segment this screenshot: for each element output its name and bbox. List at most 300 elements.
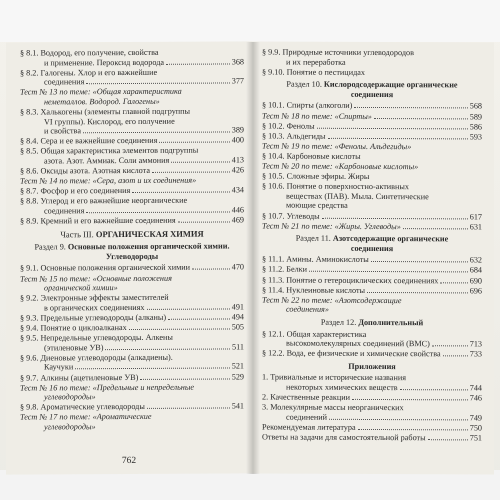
toc-entry-number: § 10.2. [262, 121, 285, 131]
toc-entry [262, 422, 482, 433]
toc-entry-number: § 8.9. [20, 216, 39, 226]
left-toc [20, 47, 244, 432]
toc-entry-number: Тест № 21 по теме: [262, 221, 333, 231]
dot-leader [147, 403, 230, 409]
background-bottom [0, 470, 500, 500]
toc-entry-title: углеводороды» [44, 392, 96, 402]
toc-entry-number: § 9.4. [20, 323, 39, 333]
toc-entry-title: Основные положения органической химии [40, 263, 191, 273]
toc-page-number: 744 [469, 383, 482, 393]
toc-entry-line [20, 96, 244, 107]
toc-entry-number: Тест № 14 по теме: [20, 176, 91, 186]
toc-entry-number: § 8.1. [20, 48, 39, 58]
toc-entry-title: «Общая характеристика [92, 87, 182, 97]
toc-entry [262, 432, 482, 443]
toc-entry-line [20, 77, 244, 88]
toc-entry-line [20, 312, 244, 323]
dot-leader [309, 266, 468, 273]
toc-entry-number: § 8.8. [20, 196, 39, 206]
toc-entry-title: и свойства [44, 126, 81, 136]
toc-entry [262, 349, 482, 360]
right-page [252, 41, 494, 474]
toc-entry [262, 67, 482, 78]
toc-entry [20, 312, 244, 323]
left-page [6, 41, 252, 474]
toc-entry-title: (этиленовые УВ) [44, 342, 104, 353]
toc-entry-line [262, 265, 482, 276]
toc-entry-line [20, 392, 244, 403]
toc-entry-title: Сера и ее важнейшие соединения [40, 136, 158, 146]
toc-entry-number: § 8.6. [20, 166, 39, 176]
toc-entry-number: § 9.6. [20, 353, 39, 363]
toc-entry-title: Молекулярные массы неорганических [270, 402, 404, 413]
section-prefix: Часть III. [60, 228, 94, 240]
toc-page-number: 631 [469, 222, 482, 232]
toc-entry [20, 352, 244, 372]
toc-entry-title: Ароматические углеводороды [40, 402, 145, 412]
dot-leader [440, 277, 467, 283]
toc-entry-number: § 12.2. [262, 348, 285, 358]
toc-entry-line [262, 349, 482, 360]
toc-entry-title: углеводороды» [44, 422, 96, 432]
toc-entry [20, 146, 244, 166]
toc-entry-line [262, 383, 482, 394]
toc-entry [20, 196, 244, 216]
dot-leader [152, 167, 230, 173]
toc-page-number: 368 [231, 56, 244, 67]
toc-entry-title: Амины. Аминокислоты [286, 254, 369, 265]
toc-page-number: 434 [231, 185, 244, 195]
toc-page-number: 568 [469, 101, 482, 111]
toc-test-entry [20, 273, 244, 293]
toc-page-number: 377 [231, 76, 244, 86]
toc-entry-title: Природные источники углеводородов [282, 47, 414, 58]
toc-entry-title: Каучуки [44, 362, 74, 372]
dot-leader [168, 314, 230, 320]
toc-entry-line [20, 322, 244, 333]
toc-test-entry [20, 382, 244, 402]
toc-entry-title: веществах (ПАВ). Мыла. Синтетические [286, 191, 429, 202]
toc-page-number: 494 [231, 312, 244, 322]
dot-leader [129, 324, 230, 330]
toc-page-number: 751 [469, 433, 482, 443]
dot-leader [159, 137, 229, 143]
toc-test-entry [20, 87, 244, 107]
toc-page-number: 586 [469, 122, 482, 132]
toc-entry-title: Общая характеристика [286, 329, 367, 339]
toc-entry [262, 329, 482, 349]
toc-entry [262, 121, 482, 132]
toc-page-number: 632 [469, 255, 482, 265]
toc-entry-title: «Азотсодержащие [334, 295, 402, 305]
toc-entry-title: моющие средства [286, 201, 348, 211]
toc-entry-title: «Фенолы. Альдегиды» [334, 141, 412, 152]
toc-entry-title: соединений [286, 412, 328, 422]
dot-leader [166, 58, 230, 64]
dot-leader [83, 127, 230, 134]
toc-entry-line [262, 275, 482, 286]
dot-leader [86, 78, 229, 85]
dot-leader [400, 384, 468, 390]
toc-page-number: 491 [231, 302, 244, 312]
toc-entry-line [262, 211, 482, 222]
toc-entry-number: § 8.4. [20, 136, 39, 146]
toc-entry-line [262, 101, 482, 112]
toc-page-number: 733 [469, 349, 482, 359]
toc-entry-line [20, 302, 244, 313]
toc-entry-line [20, 136, 244, 147]
background-top [0, 0, 500, 42]
toc-entry-line [262, 221, 482, 232]
toc-entry-line [262, 111, 482, 122]
toc-test-entry [262, 221, 482, 232]
toc-entry-title: высокомолекулярных соединений (ВМС) [286, 338, 430, 349]
toc-entry-title: Алкины (ацетиленовые УВ) [40, 372, 139, 382]
section-prefix: Раздел 10. [286, 79, 322, 90]
toc-entry-title: Общая характеристика элементов подгруппы [40, 146, 199, 156]
toc-entry-number: § 9.5. [20, 333, 39, 343]
toc-test-entry [20, 412, 244, 432]
toc-entry [262, 265, 482, 276]
toc-entry-line [262, 172, 482, 183]
toc-entry-number: Тест № 22 по теме: [262, 295, 333, 305]
toc-entry-title: соединения [44, 77, 85, 87]
toc-entry-line [262, 141, 482, 152]
toc-entry-title: Фосфор и его соединения [40, 186, 131, 196]
toc-page-number: 713 [469, 339, 482, 349]
toc-entry-number: § 9.2. [20, 293, 39, 303]
toc-entry-line [262, 121, 482, 132]
toc-entry-line [20, 263, 244, 274]
section-prefix: Раздел 11. [295, 233, 331, 244]
toc-entry-title: Диеновые углеводороды (алкадиены). [40, 352, 173, 363]
toc-entry-line [262, 201, 482, 212]
toc-entry-line [262, 339, 482, 350]
toc-entry-number: § 9.3. [20, 313, 39, 323]
toc-entry-title: Карбоновые кислоты [286, 151, 361, 161]
toc-entry-title: Углеводы [286, 211, 320, 221]
toc-page-number: 690 [469, 275, 482, 286]
section-subtitle: соединения [350, 89, 394, 99]
toc-entry-title: «Сера, азот и их соединения» [92, 175, 197, 186]
dot-leader [322, 212, 468, 219]
toc-entry-line [20, 155, 244, 166]
toc-entry-number: § 10.1. [262, 100, 285, 111]
toc-entry-line [262, 432, 482, 443]
toc-entry-title: Понятие о циклоалканах [40, 323, 127, 333]
toc-entry-title: неметаллов. Водород. Галогены» [44, 96, 160, 107]
section-subtitle: соединения [350, 243, 394, 253]
dot-leader [75, 363, 229, 370]
section-heading [20, 242, 244, 262]
toc-entry [20, 372, 244, 383]
toc-entry-number: § 10.6. [262, 181, 285, 191]
toc-page-number: 746 [469, 393, 482, 403]
toc-entry-title: Кремний и его важнейшие соединения [40, 215, 176, 226]
toc-entry-title: «Жиры. Углеводы» [334, 221, 401, 231]
section-heading [262, 317, 482, 328]
toc-entry-title: Фенолы [286, 121, 315, 131]
toc-entry [20, 67, 244, 87]
toc-entry-title: Нуклеиновые кислоты [286, 285, 366, 295]
toc-page-number: 541 [231, 401, 244, 411]
toc-entry-line [262, 151, 482, 162]
toc-entry-number: Тест № 19 по теме: [262, 141, 333, 151]
toc-entry-title: Электронные эффекты заместителей [40, 293, 169, 303]
appendix-heading: Приложения [348, 361, 396, 371]
toc-entry-line [20, 342, 244, 353]
dot-leader [443, 351, 468, 357]
toc-page-number: 389 [231, 125, 244, 135]
toc-entry-title: «Основные положения [92, 273, 172, 283]
toc-entry-title: некоторых химических веществ [286, 382, 398, 393]
dot-leader [352, 394, 468, 400]
dot-leader [367, 287, 468, 293]
section-title: Азотсодержащие органические [332, 234, 449, 244]
toc-entry-title: Сложные эфиры. Жиры [286, 171, 370, 182]
toc-entry-title: и их переработка [286, 57, 346, 67]
toc-entry-line [20, 126, 244, 137]
toc-entry-line [20, 205, 244, 216]
toc-entry [262, 172, 482, 183]
toc-test-entry [262, 162, 482, 173]
toc-page-number: 696 [469, 286, 482, 296]
toc-entry-title: Углерод и его важнейшие неорганические [40, 196, 188, 206]
toc-entry [262, 101, 482, 112]
toc-entry-number: Тест № 16 по теме: [20, 382, 91, 393]
book-spine [246, 42, 260, 474]
toc-entry [262, 275, 482, 286]
toc-entry-title: «Карбоновые кислоты» [334, 161, 419, 172]
dot-leader [358, 424, 468, 430]
toc-entry-number: § 11.4. [262, 285, 285, 295]
toc-entry [262, 182, 482, 212]
toc-page-number: 529 [231, 371, 244, 381]
toc-test-entry [262, 295, 482, 315]
toc-entry-line [20, 215, 244, 226]
toc-entry-number: 2. [262, 392, 269, 402]
toc-entry-title: VI группы). Кислород, его получение [44, 116, 175, 127]
toc-entry-number: § 11.3. [262, 275, 285, 285]
toc-page-number: 400 [231, 135, 244, 145]
toc-entry-title: Понятие о пестицидах [286, 67, 365, 77]
toc-entry-title: Водород, его получение, свойства [40, 47, 159, 58]
toc-page-number: 593 [469, 132, 482, 142]
toc-entry-line [20, 176, 244, 187]
toc-entry-line [262, 67, 482, 78]
toc-test-entry [262, 141, 482, 152]
toc-entry [262, 255, 482, 266]
toc-entry-line [20, 421, 244, 432]
toc-entry [20, 322, 244, 333]
section-title: Кислородсодержащие органические [323, 80, 458, 90]
toc-entry-title: «Ароматические [92, 412, 152, 422]
section-title: Основные положения органической химии. [67, 241, 230, 252]
toc-entry-title: Рекомендуемая литература [262, 422, 356, 432]
toc-entry-line [262, 162, 482, 173]
dot-leader [171, 157, 229, 163]
toc-entry-number: § 9.7. [20, 372, 39, 383]
toc-entry [262, 393, 482, 404]
section-title: ОРГАНИЧЕСКАЯ ХИМИЯ [95, 228, 204, 239]
section-heading [262, 80, 482, 100]
toc-entry [262, 151, 482, 162]
dot-leader [432, 340, 468, 346]
toc-test-entry [20, 176, 244, 187]
toc-entry-title: органической химии» [44, 283, 118, 293]
toc-entry-number: § 12.1. [262, 329, 285, 339]
dot-leader [371, 256, 468, 262]
toc-entry-number: Тест № 17 по теме: [20, 412, 91, 422]
toc-entry-title: Ответы на задачи для самостоятельной работы [262, 432, 426, 443]
toc-entry-number: § 10.7. [262, 211, 285, 221]
toc-entry-number: § 11.1. [262, 254, 285, 264]
toc-page-number: 446 [231, 205, 244, 215]
toc-entry [262, 131, 482, 142]
toc-entry-line [262, 412, 482, 423]
toc-entry-title: Вода, ее физические и химические свойства [286, 348, 441, 359]
toc-entry-title: соединения [44, 206, 85, 216]
dot-leader [105, 343, 230, 350]
toc-page-number: 521 [231, 361, 244, 371]
toc-entry [262, 403, 482, 423]
toc-entry-title: Предельные углеводороды (алканы) [40, 312, 167, 323]
dot-leader [147, 303, 230, 309]
toc-entry-title: и применение. Пероксид водорода [44, 57, 165, 68]
toc-entry-number: § 9.8. [20, 402, 39, 412]
toc-entry-line [20, 166, 244, 177]
toc-entry [20, 136, 244, 147]
toc-entry-line [262, 285, 482, 296]
dot-leader [403, 223, 468, 229]
toc-entry-number: 1. [262, 372, 269, 382]
section-title: Дополнительный [358, 317, 424, 328]
toc-entry-title: Халькогены (элементы главной подгруппы [40, 106, 191, 117]
toc-entry-line [262, 255, 482, 266]
section-heading [262, 234, 482, 254]
toc-entry-line [20, 186, 244, 197]
dot-leader [132, 187, 229, 193]
toc-page-number: 589 [469, 111, 482, 122]
toc-entry-line [262, 393, 482, 404]
toc-entry-number: § 8.7. [20, 186, 39, 196]
toc-entry-title: Понятие о поверхностно-активных [286, 181, 410, 192]
toc-page-number: 749 [469, 413, 482, 423]
dot-leader [374, 113, 468, 119]
toc-entry-title: Качественные реакции [270, 392, 350, 402]
toc-entry-number: § 8.3. [20, 107, 39, 117]
toc-entry-number: § 8.5. [20, 146, 39, 157]
toc-entry [20, 106, 244, 136]
toc-entry-title: азота. Азот. Аммиак. Соли аммония [44, 155, 170, 166]
toc-entry-number: Тест № 20 по теме: [262, 161, 333, 171]
dot-leader [329, 414, 468, 421]
toc-entry-number: § 10.5. [262, 171, 285, 181]
toc-page-number: 750 [469, 423, 482, 433]
dot-leader [140, 373, 229, 379]
toc-entry-number: § 10.4. [262, 151, 285, 161]
dot-leader [178, 217, 230, 223]
dot-leader [428, 434, 468, 440]
toc-entry-number: § 8.2. [20, 68, 39, 78]
toc-entry-number: § 10.3. [262, 131, 285, 141]
toc-entry-title: Тривиальные и исторические названия [270, 372, 406, 383]
section-prefix: Раздел 12. [320, 317, 357, 327]
section-subtitle: Углеводороды [105, 251, 159, 261]
toc-entry-title: Непредельные углеводороды. Алкены [40, 332, 173, 343]
toc-entry-number: Тест № 15 по теме: [20, 273, 91, 284]
toc-entry-title: «Предельные и непредельные [92, 382, 195, 392]
toc-entry-title: «Спирты» [334, 111, 372, 121]
toc-entry-title: в органических соединениях [44, 302, 145, 313]
toc-entry-number: § 11.2. [262, 264, 285, 275]
toc-entry-line [262, 131, 482, 142]
toc-entry [20, 402, 244, 413]
toc-entry [20, 215, 244, 226]
toc-page-number: 511 [232, 342, 244, 352]
toc-page-number: 684 [469, 265, 482, 275]
dot-leader [192, 264, 230, 270]
toc-entry [20, 293, 244, 313]
toc-entry-line [262, 305, 482, 316]
toc-page-number: 617 [469, 211, 482, 221]
toc-entry-line [20, 57, 244, 68]
right-toc [262, 48, 482, 444]
dot-leader [354, 102, 467, 108]
toc-entry-title: Понятие о гетероциклических соединениях [286, 275, 439, 285]
toc-entry-title: Спирты (алкоголи) [286, 101, 353, 111]
toc-entry-number: Тест № 13 по теме: [20, 87, 91, 97]
toc-entry-line [262, 57, 482, 68]
toc-entry-line [20, 402, 244, 413]
toc-entry [262, 373, 482, 393]
toc-entry [20, 47, 244, 67]
toc-entry-line [262, 422, 482, 433]
page-number: 762 [121, 455, 137, 467]
dot-leader [328, 133, 468, 140]
section-heading [20, 229, 244, 240]
toc-page-number: 426 [231, 165, 244, 175]
toc-entry-number: 3. [262, 402, 269, 412]
toc-entry-title: Альдегиды [286, 131, 326, 141]
toc-entry [20, 166, 244, 177]
toc-entry-title: Галогены. Хлор и его важнейшие [40, 67, 158, 78]
toc-entry-title: соединения» [286, 304, 329, 315]
toc-entry-title: Оксиды азота. Азотная кислота [40, 166, 150, 176]
toc-page-number: 413 [231, 155, 244, 165]
toc-test-entry [262, 111, 482, 122]
section-prefix: Раздел 9. [34, 242, 66, 252]
toc-entry-number: Тест № 18 по теме: [262, 111, 333, 121]
toc-entry-title: Белки [286, 265, 308, 275]
toc-entry [262, 211, 482, 222]
toc-entry [20, 333, 244, 353]
toc-page-number: 505 [231, 322, 244, 332]
toc-entry-number: § 9.1. [20, 263, 39, 274]
toc-entry-line [20, 362, 244, 373]
toc-entry-line [20, 283, 244, 294]
toc-entry-line [20, 372, 244, 383]
toc-entry [20, 263, 244, 274]
dot-leader [86, 207, 229, 214]
toc-entry-number: § 9.9. [262, 47, 281, 57]
toc-entry [20, 186, 244, 197]
toc-entry [262, 285, 482, 296]
dot-leader [317, 123, 468, 130]
toc-entry [262, 48, 482, 68]
toc-page-number: 469 [231, 215, 244, 225]
toc-entry-number: § 9.10. [262, 67, 285, 77]
